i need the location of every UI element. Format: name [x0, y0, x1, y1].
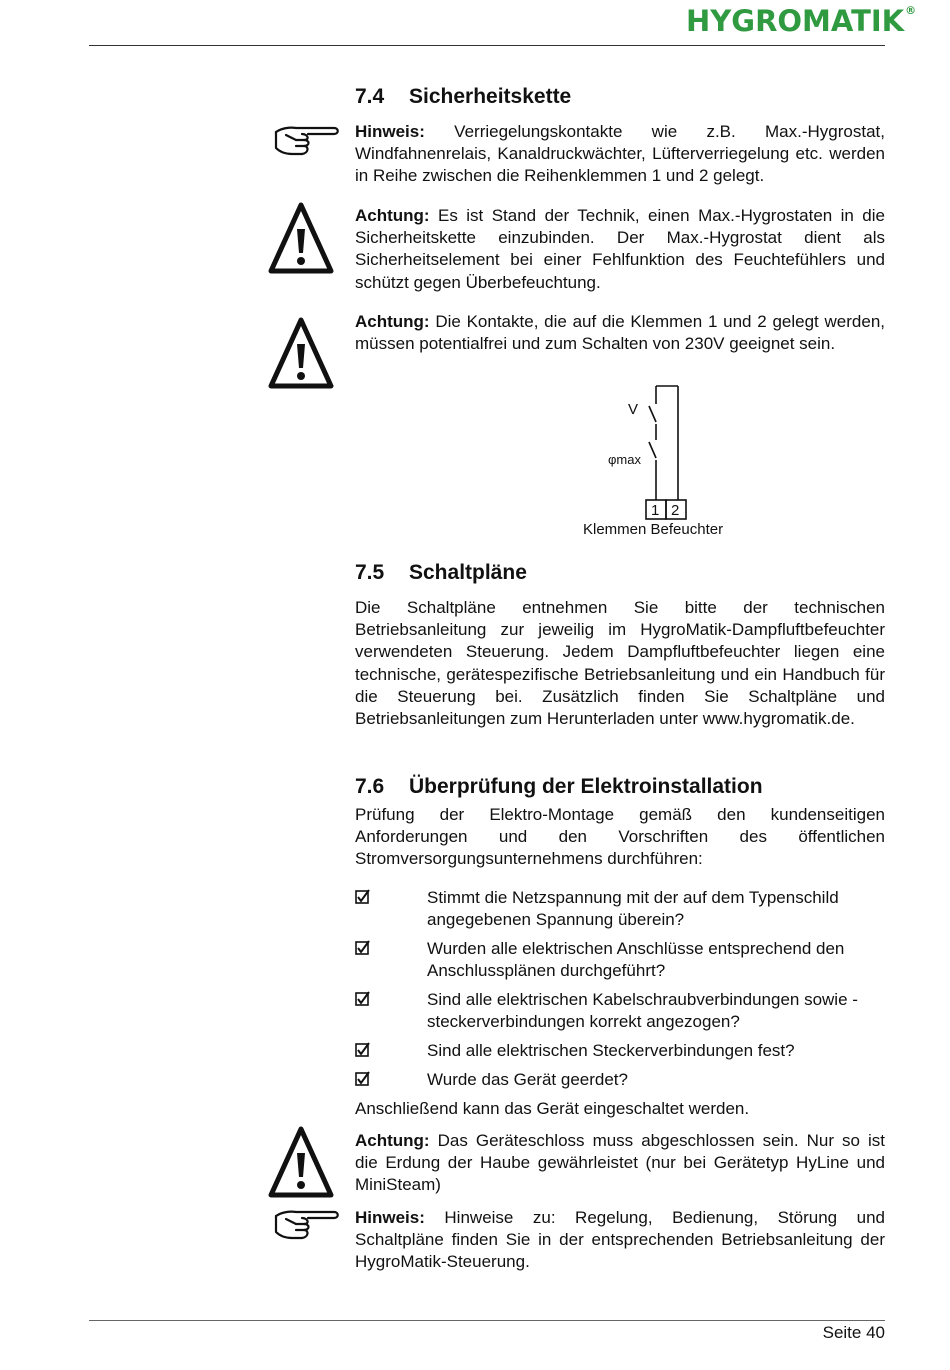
pruefung-paragraph: Prüfung der Elektro-Montage gemäß den kundenseitigen Anforderungen und den Vorschriften des öffentlichen Stromversorgungsunternehmens durchführen: [355, 805, 885, 869]
page-number: Seite 40 [822, 1323, 885, 1342]
hinweis-sicherheitskette: Hinweis: Verriegelungskontakte wie z.B. Max.-Hygrostat, Windfahnenrelais, Kanaldruckwächter, Lüfterverriegelung etc. werden in Reihe zwischen die Reihenklemmen 1 und 2 gelegt. [355, 122, 885, 186]
header-rule [89, 45, 885, 46]
checkbox-checked-icon [355, 889, 370, 905]
checkbox-checked-icon [355, 940, 370, 956]
checklist-item [355, 1069, 885, 1093]
terminal-label-2: 2 [671, 502, 680, 519]
safety-chain-circuit-diagram [600, 382, 720, 522]
warning-triangle-icon [268, 316, 334, 390]
switch-label-v: V [628, 401, 639, 418]
hinweis-steuerung: Hinweis: Hinweise zu: Regelung, Bedienung, Störung und Schaltpläne finden Sie in der entsprechenden Betriebsanleitung der HygroMatik-Steuerung. [355, 1208, 885, 1272]
checklist-text: Sind alle elektrischen Steckerverbindungen fest? [427, 1041, 795, 1060]
checkbox-checked-icon [355, 1042, 370, 1058]
section-heading-7-6: 7.6 Überprüfung der Elektroinstallation [355, 775, 763, 798]
pointing-hand-icon [272, 1206, 342, 1242]
checklist-item [355, 887, 885, 933]
switch-label-phimax: φmax [608, 452, 641, 467]
checkbox-checked-icon [355, 991, 370, 1007]
achtung-geraeteschloss: Achtung: Das Geräteschloss muss abgeschlossen sein. Nur so ist die Erdung der Haube gewährleistet (nur bei Gerätetyp HyLine und MiniSteam) [355, 1131, 885, 1195]
checklist-text: Wurden alle elektrischen Anschlüsse entsprechend den Anschlussplänen durchgeführt? [427, 939, 845, 981]
checklist-item [355, 938, 885, 984]
schaltplaene-paragraph: Die Schaltpläne entnehmen Sie bitte der technischen Betriebsanleitung zur jeweilig im HygroMatik-Dampfluftbefeuchter verwendeten Steuerung. Jedem Dampfluftbefeuchter liegen eine technische, gerätespezifische Betriebsanleitung und ein Handbuch für die Steuerung bei. Zusätzlich finden Sie Schaltpläne und Betriebsanleitungen zum Herunterladen unter www.hygromatik.de. [355, 598, 885, 729]
section-heading-7-5: 7.5 Schaltpläne [355, 561, 527, 584]
checkbox-checked-icon [355, 1071, 370, 1087]
diagram-caption: Klemmen Befeuchter [583, 521, 724, 538]
checklist-text: Wurde das Gerät geerdet? [427, 1070, 628, 1089]
achtung-kontakte: Achtung: Die Kontakte, die auf die Klemmen 1 und 2 gelegt werden, müssen potentialfrei und zum Schalten von 230V geeignet sein. [355, 312, 885, 354]
checklist-item [355, 989, 885, 1035]
pointing-hand-icon [272, 122, 342, 158]
warning-triangle-icon [268, 201, 334, 275]
checklist-item [355, 1040, 885, 1064]
achtung-max-hygrostat: Achtung: Es ist Stand der Technik, einen Max.-Hygrostaten in die Sicherheitskette einzubinden. Der Max.-Hygrostat dient als Sicherheitselement bei einer Fehlfunktion des Feuchtefühlers und schützt gegen Überbefeuchtung. [355, 206, 885, 292]
hygromatik-logo: HYGROMATIK® [686, 4, 917, 38]
checklist-text: Stimmt die Netzspannung mit der auf dem Typenschild angegebenen Spannung überein? [427, 888, 839, 930]
checklist-text: Sind alle elektrischen Kabelschraubverbindungen sowie -steckerverbindungen korrekt angezogen? [427, 990, 858, 1032]
footer-rule [89, 1320, 885, 1321]
anschliessend-paragraph: Anschließend kann das Gerät eingeschaltet werden. [355, 1099, 750, 1118]
section-heading-7-4: 7.4 Sicherheitskette [355, 85, 572, 108]
warning-triangle-icon [268, 1125, 334, 1199]
terminal-label-1: 1 [651, 502, 660, 519]
